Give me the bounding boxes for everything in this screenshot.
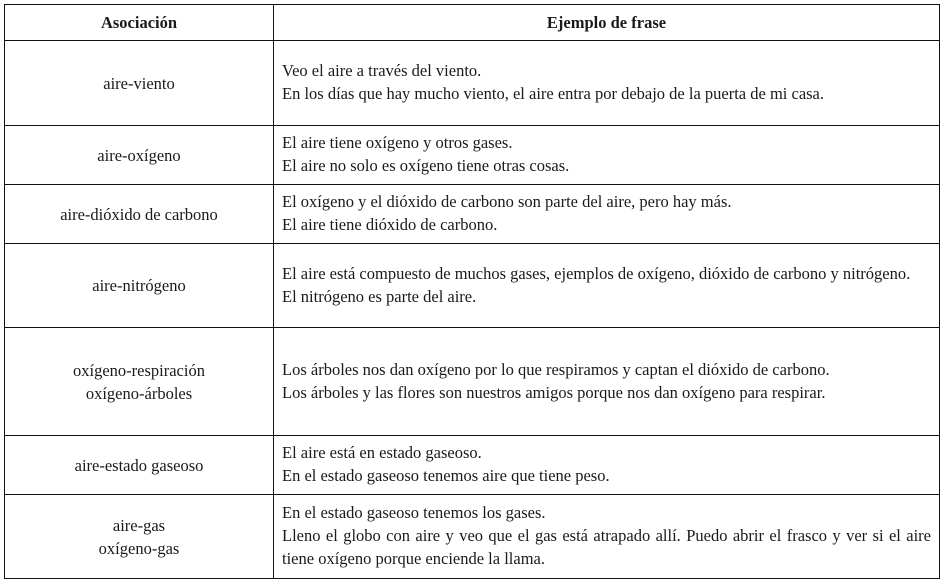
example-sentence: En los días que hay mucho viento, el aire entra por debajo de la puerta de mi casa. (282, 84, 825, 103)
example-cell (274, 436, 940, 495)
example-sentence: El aire tiene oxígeno y otros gases. (282, 133, 513, 152)
example-cell (274, 495, 940, 579)
association-label: aire-viento (103, 73, 175, 93)
association-label: oxígeno-gas (98, 538, 180, 558)
table-row (5, 436, 940, 495)
association-label: oxígeno-árboles (85, 383, 193, 403)
association-cell (5, 41, 274, 126)
association-label: aire-oxígeno (97, 145, 181, 165)
association-cell (5, 126, 274, 185)
example-sentence: El oxígeno y el dióxido de carbono son parte del aire, pero hay más. (282, 192, 732, 211)
example-sentence: El aire está compuesto de muchos gases, ejemplos de oxígeno, dióxido de carbono y nitrógeno. (282, 263, 911, 283)
table-row (5, 495, 940, 579)
example-sentence: El aire tiene dióxido de carbono. (282, 215, 498, 234)
example-cell (274, 244, 940, 328)
example-cell (274, 126, 940, 185)
example-sentence: Veo el aire a través del viento. (282, 61, 482, 80)
association-label: aire-estado gaseoso (74, 455, 204, 475)
association-cell (5, 185, 274, 244)
table-row (5, 41, 940, 126)
association-cell (5, 328, 274, 436)
association-label: oxígeno-respiración (73, 360, 205, 380)
example-sentence: Lleno el globo con aire y veo que el gas está atrapado allí. Puedo abrir el frasco y ver si el aire tiene oxígeno porque enciende la llama. (282, 526, 931, 568)
example-sentence: El nitrógeno es parte del aire. (282, 286, 477, 306)
table-row (5, 328, 940, 436)
header-example: Ejemplo de frase (274, 5, 940, 41)
association-cell (5, 436, 274, 495)
example-cell (274, 41, 940, 126)
example-sentence: Los árboles nos dan oxígeno por lo que respiramos y captan el dióxido de carbono. (282, 359, 830, 379)
example-cell (274, 328, 940, 436)
example-cell (274, 185, 940, 244)
header-row (5, 5, 940, 41)
association-label: aire-gas (112, 515, 166, 535)
example-sentence: El aire no solo es oxígeno tiene otras cosas. (282, 156, 570, 175)
example-sentence: El aire está en estado gaseoso. (282, 443, 482, 462)
association-cell (5, 244, 274, 328)
association-label: aire-dióxido de carbono (60, 204, 218, 224)
table-row (5, 126, 940, 185)
example-sentence: Los árboles y las flores son nuestros amigos porque nos dan oxígeno para respirar. (282, 382, 826, 402)
table-body (5, 41, 940, 579)
association-label: aire-nitrógeno (92, 276, 186, 295)
example-sentence: En el estado gaseoso tenemos aire que tiene peso. (282, 466, 610, 485)
association-table (4, 4, 940, 579)
header-association: Asociación (5, 5, 274, 41)
association-cell (5, 495, 274, 579)
table-row (5, 244, 940, 328)
example-sentence: En el estado gaseoso tenemos los gases. (282, 503, 546, 522)
table-row (5, 185, 940, 244)
